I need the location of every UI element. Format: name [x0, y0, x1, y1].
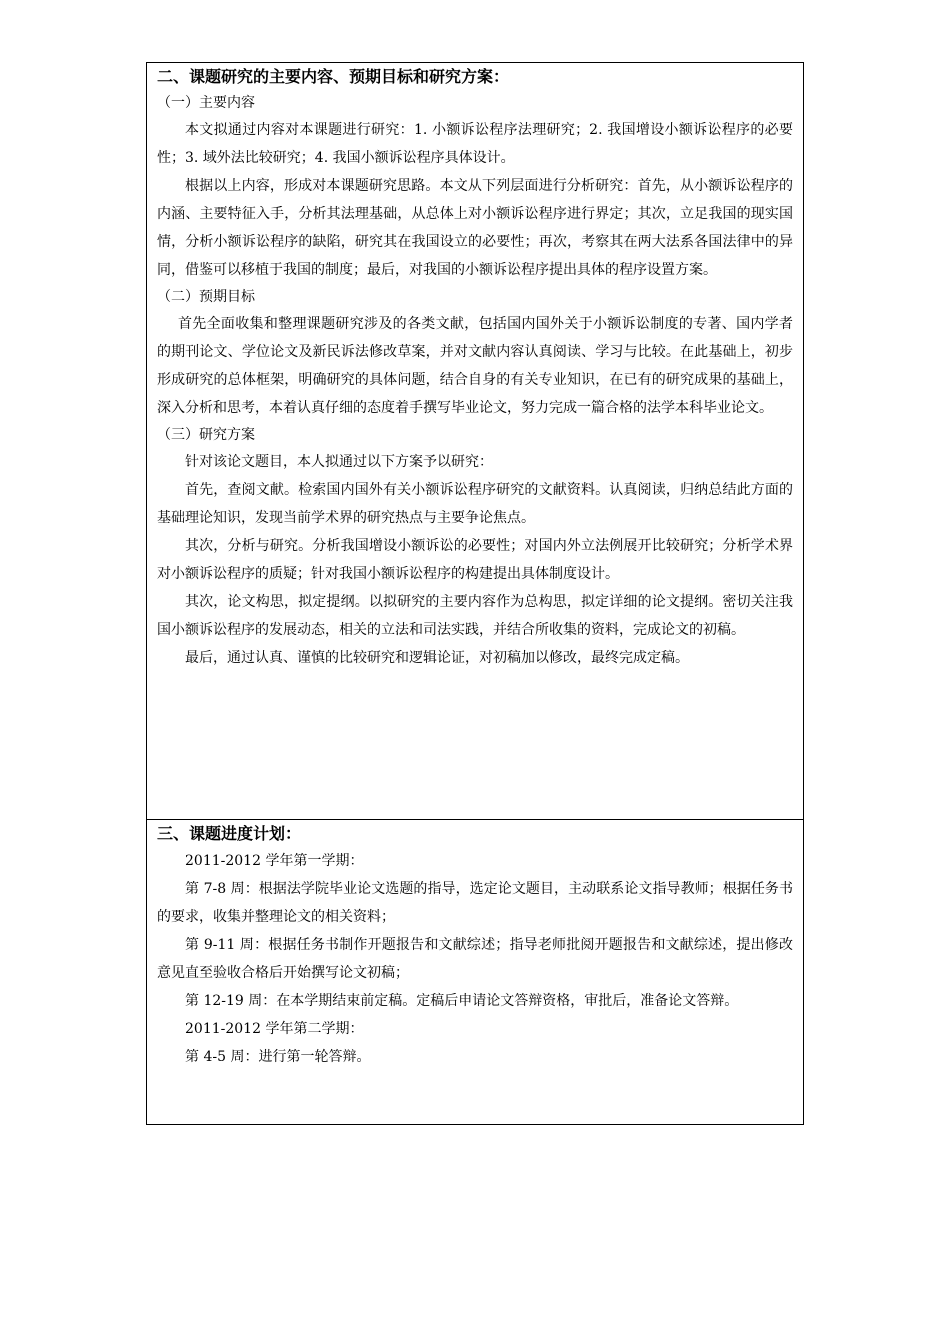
- subheading-expected-goals: （二）预期目标: [157, 289, 255, 305]
- subheading-research-plan: （三）研究方案: [157, 427, 255, 443]
- paragraph-research-approach: 根据以上内容，形成对本课题研究思路。本文从下列层面进行分析研究：首先，从小额诉讼程序的内涵、主要特征入手，分析其法理基础，从总体上对小额诉讼程序进行界定；其次，立足我国的现实国情，分析小额诉讼程序的缺陷，研究其在我国设立的必要性；再次，考察其在两大法系各国法律中的异同，借鉴可以移植于我国的制度；最后，对我国的小额诉讼程序提出具体的程序设置方案。: [157, 178, 793, 278]
- schedule-term-one: 2011-2012 学年第一学期：: [185, 853, 364, 869]
- paragraph-expected-goals: 首先全面收集和整理课题研究涉及的各类文献，包括国内国外关于小额诉讼制度的专著、国内学者的期刊论文、学位论文及新民诉法修改草案，并对文献内容认真阅读、学习与比较。在此基础上，初步形成研究的总体框架，明确研究的具体问题，结合自身的有关专业知识，在已有的研究成果的基础上，深入分析和思考，本着认真仔细的态度着手撰写毕业论文，努力完成一篇合格的法学本科毕业论文。: [157, 316, 793, 416]
- research-content-section: [147, 63, 803, 820]
- paragraph-plan-literature: 首先，查阅文献。检索国内国外有关小额诉讼程序研究的文献资料。认真阅读，归纳总结此方面的基础理论知识，发现当前学术界的研究热点与主要争论焦点。: [157, 482, 793, 526]
- proposal-table: [146, 62, 804, 1125]
- schedule-weeks-12-19: 第 12-19 周：在本学期结束前定稿。定稿后申请论文答辩资格，审批后，准备论文答辩。: [185, 993, 739, 1009]
- schedule-term-two: 2011-2012 学年第二学期：: [185, 1021, 364, 1037]
- paragraph-plan-analysis: 其次，分析与研究。分析我国增设小额诉讼的必要性；对国内外立法例展开比较研究；分析学术界对小额诉讼程序的质疑；针对我国小额诉讼程序的构建提出具体制度设计。: [157, 538, 793, 582]
- section-heading-research: 二、课题研究的主要内容、预期目标和研究方案：: [157, 67, 510, 86]
- paragraph-plan-outline: 其次，论文构思，拟定提纲。以拟研究的主要内容作为总构思，拟定详细的论文提纲。密切关注我国小额诉讼程序的发展动态，相关的立法和司法实践，并结合所收集的资料，完成论文的初稿。: [157, 594, 793, 638]
- schedule-weeks-4-5: 第 4-5 周：进行第一轮答辩。: [185, 1049, 371, 1065]
- schedule-section: [147, 820, 803, 1124]
- schedule-weeks-9-11: 第 9-11 周：根据任务书制作开题报告和文献综述；指导老师批阅开题报告和文献综述，提出修改意见直至验收合格后开始撰写论文初稿；: [157, 937, 793, 981]
- subheading-main-content: （一）主要内容: [157, 95, 255, 111]
- section-heading-schedule: 三、课题进度计划：: [157, 824, 302, 843]
- schedule-weeks-7-8: 第 7-8 周：根据法学院毕业论文选题的指导，选定论文题目，主动联系论文指导教师；根据任务书的要求，收集并整理论文的相关资料；: [157, 881, 793, 925]
- paragraph-plan-final: 最后，通过认真、谨慎的比较研究和逻辑论证，对初稿加以修改，最终完成定稿。: [185, 650, 689, 666]
- paragraph-plan-intro: 针对该论文题目，本人拟通过以下方案予以研究：: [185, 454, 493, 470]
- paragraph-content-list: 本文拟通过内容对本课题进行研究：1. 小额诉讼程序法理研究；2. 我国增设小额诉讼程序的必要性；3. 域外法比较研究；4. 我国小额诉讼程序具体设计。: [157, 122, 793, 166]
